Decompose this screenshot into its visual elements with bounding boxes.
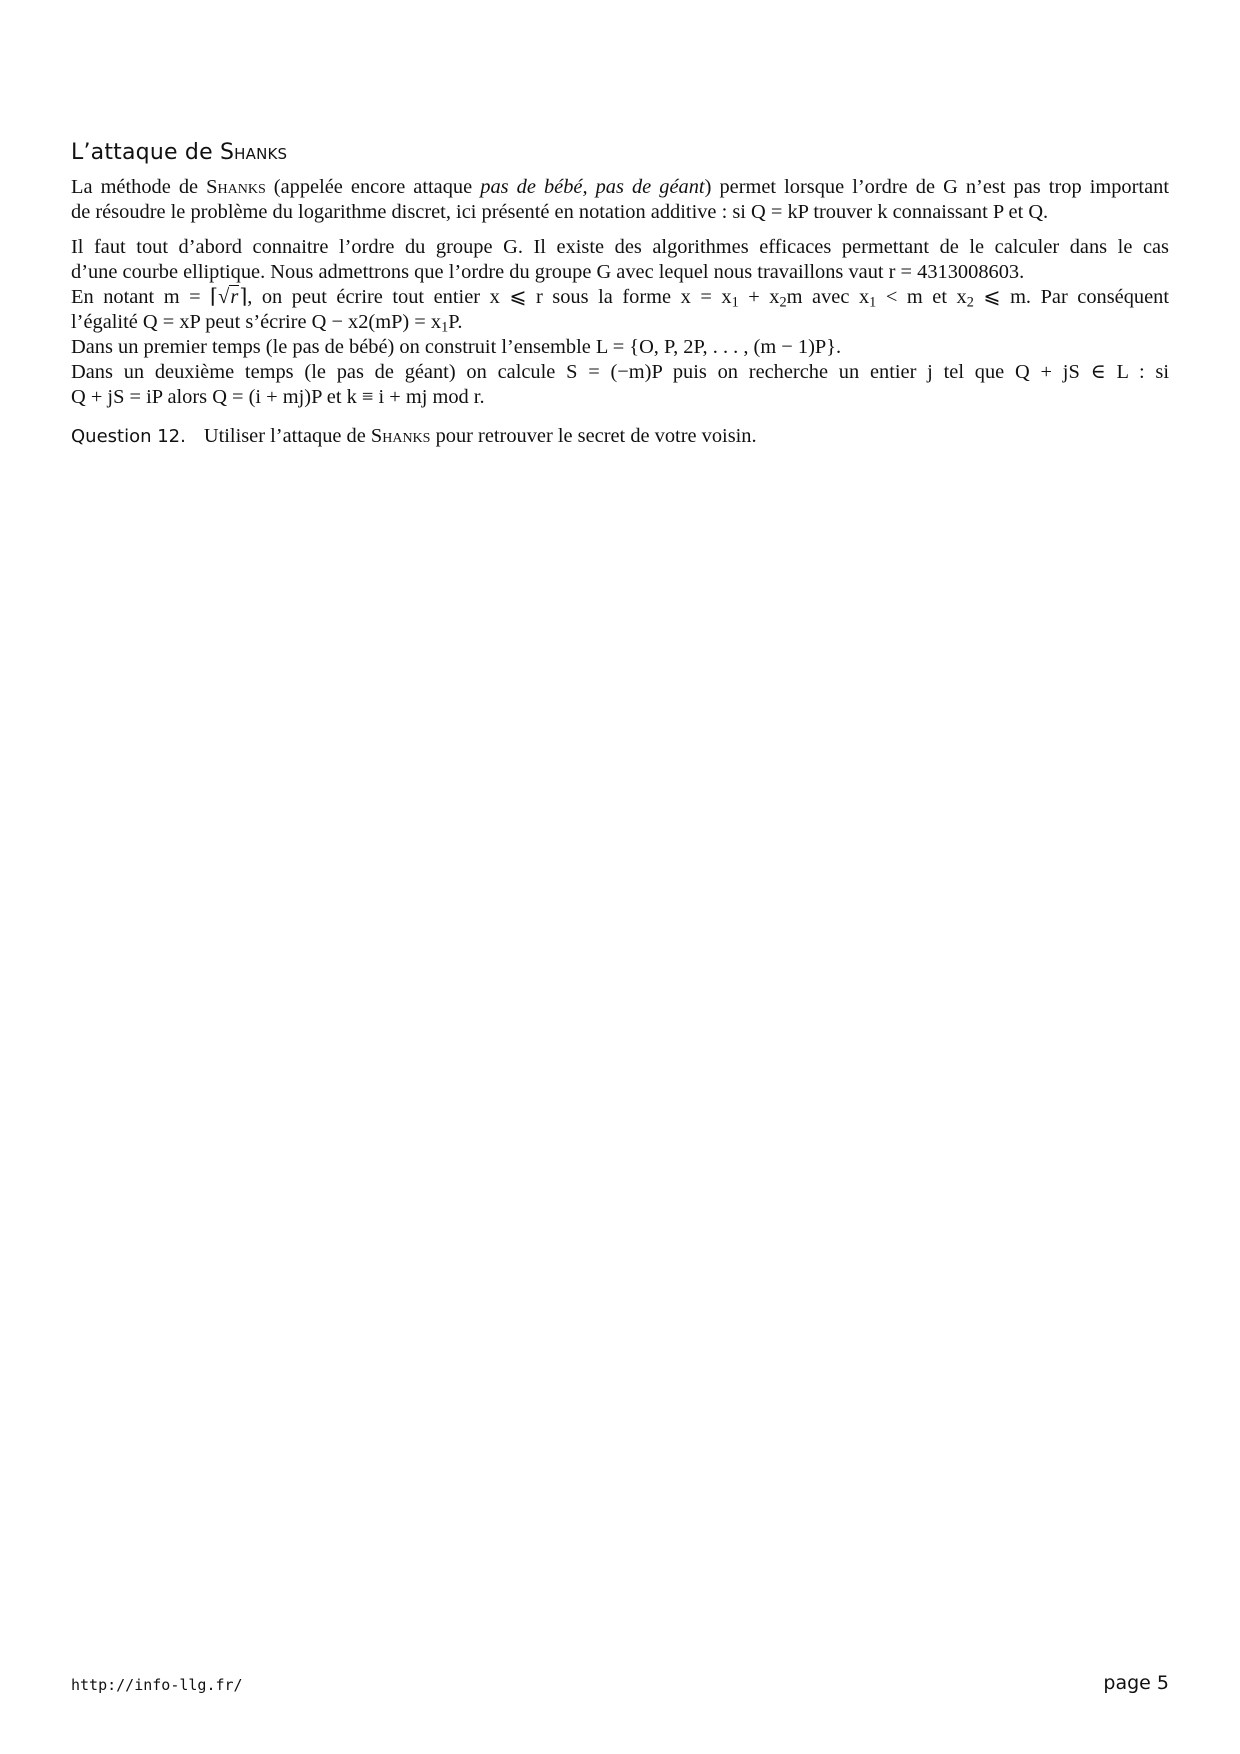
section-title-prefix: L’attaque de <box>71 140 220 165</box>
question-text: pour retrouver le secret de votre voisin. <box>430 425 757 447</box>
text-fragment: P. <box>448 311 463 333</box>
text-fragment: + x <box>738 286 780 308</box>
question-block <box>71 424 1169 449</box>
subscript: 2 <box>779 294 787 311</box>
paragraph-method-line-4 <box>71 310 1169 335</box>
text-fragment: (appelée encore attaque <box>265 176 481 198</box>
subscript: 1 <box>441 319 449 336</box>
paragraph-method-line-3 <box>71 285 1169 310</box>
square-root-symbol: √r <box>218 286 239 308</box>
emphasis-text: pas de bébé, pas de géant <box>480 176 705 198</box>
text-fragment: ⩽ m. Par conséquent <box>973 286 1170 308</box>
paragraph-intro-line-1 <box>71 175 1169 200</box>
subscript: 2 <box>966 294 974 311</box>
paragraph-method-line-1: Il faut tout d’abord connaitre l’ordre du groupe G. Il existe des algorithmes efficaces permettant de le calculer dans le cas <box>71 236 1169 258</box>
subscript: 1 <box>869 294 877 311</box>
question-text: Utiliser l’attaque de <box>203 425 371 447</box>
radicand: r <box>230 286 239 308</box>
paragraph-method-line-5: Dans un premier temps (le pas de bébé) on construit l’ensemble L = {O, P, 2P, . . . , (m − 1)P}. <box>71 336 842 358</box>
document-body <box>71 140 1169 449</box>
section-title <box>71 140 1169 165</box>
subscript: 1 <box>731 294 739 311</box>
text-fragment: La méthode de <box>71 176 207 198</box>
page-number: page 5 <box>1103 1672 1169 1694</box>
text-fragment: m avec x <box>786 286 870 308</box>
paragraph-method <box>71 235 1169 410</box>
paragraph-intro-line-2: de résoudre le problème du logarithme discret, ici présenté en notation additive : si Q = kP trouver k connaissant P et Q. <box>71 201 1049 223</box>
question-label: Question 12. <box>71 426 186 447</box>
footer-url: http://info-llg.fr/ <box>71 1676 243 1694</box>
author-name: Shanks <box>206 176 266 198</box>
text-fragment: < m et x <box>876 286 967 308</box>
paragraph-method-line-7: Q + jS = iP alors Q = (i + mj)P et k ≡ i + mj mod r. <box>71 386 485 408</box>
author-name: Shanks <box>370 425 431 447</box>
paragraph-method-line-6: Dans un deuxième temps (le pas de géant) on calcule S = (−m)P puis on recherche un entier j tel que Q + jS ∈ L : si <box>71 361 1169 383</box>
text-fragment: ⌉, on peut écrire tout entier x ⩽ r sous la forme x = x <box>239 286 732 308</box>
paragraph-method-line-2: d’une courbe elliptique. Nous admettrons que l’ordre du groupe G avec lequel nous travaillons vaut r = 4313008603. <box>71 261 1025 283</box>
text-fragment: l’égalité Q = xP peut s’écrire Q − x2(mP) = x <box>71 311 442 333</box>
section-title-name: Shanks <box>220 140 288 165</box>
text-fragment: ) permet lorsque l’ordre de G n’est pas trop important <box>704 176 1169 198</box>
paragraph-intro <box>71 175 1169 225</box>
text-fragment: En notant m = ⌈ <box>71 286 219 308</box>
